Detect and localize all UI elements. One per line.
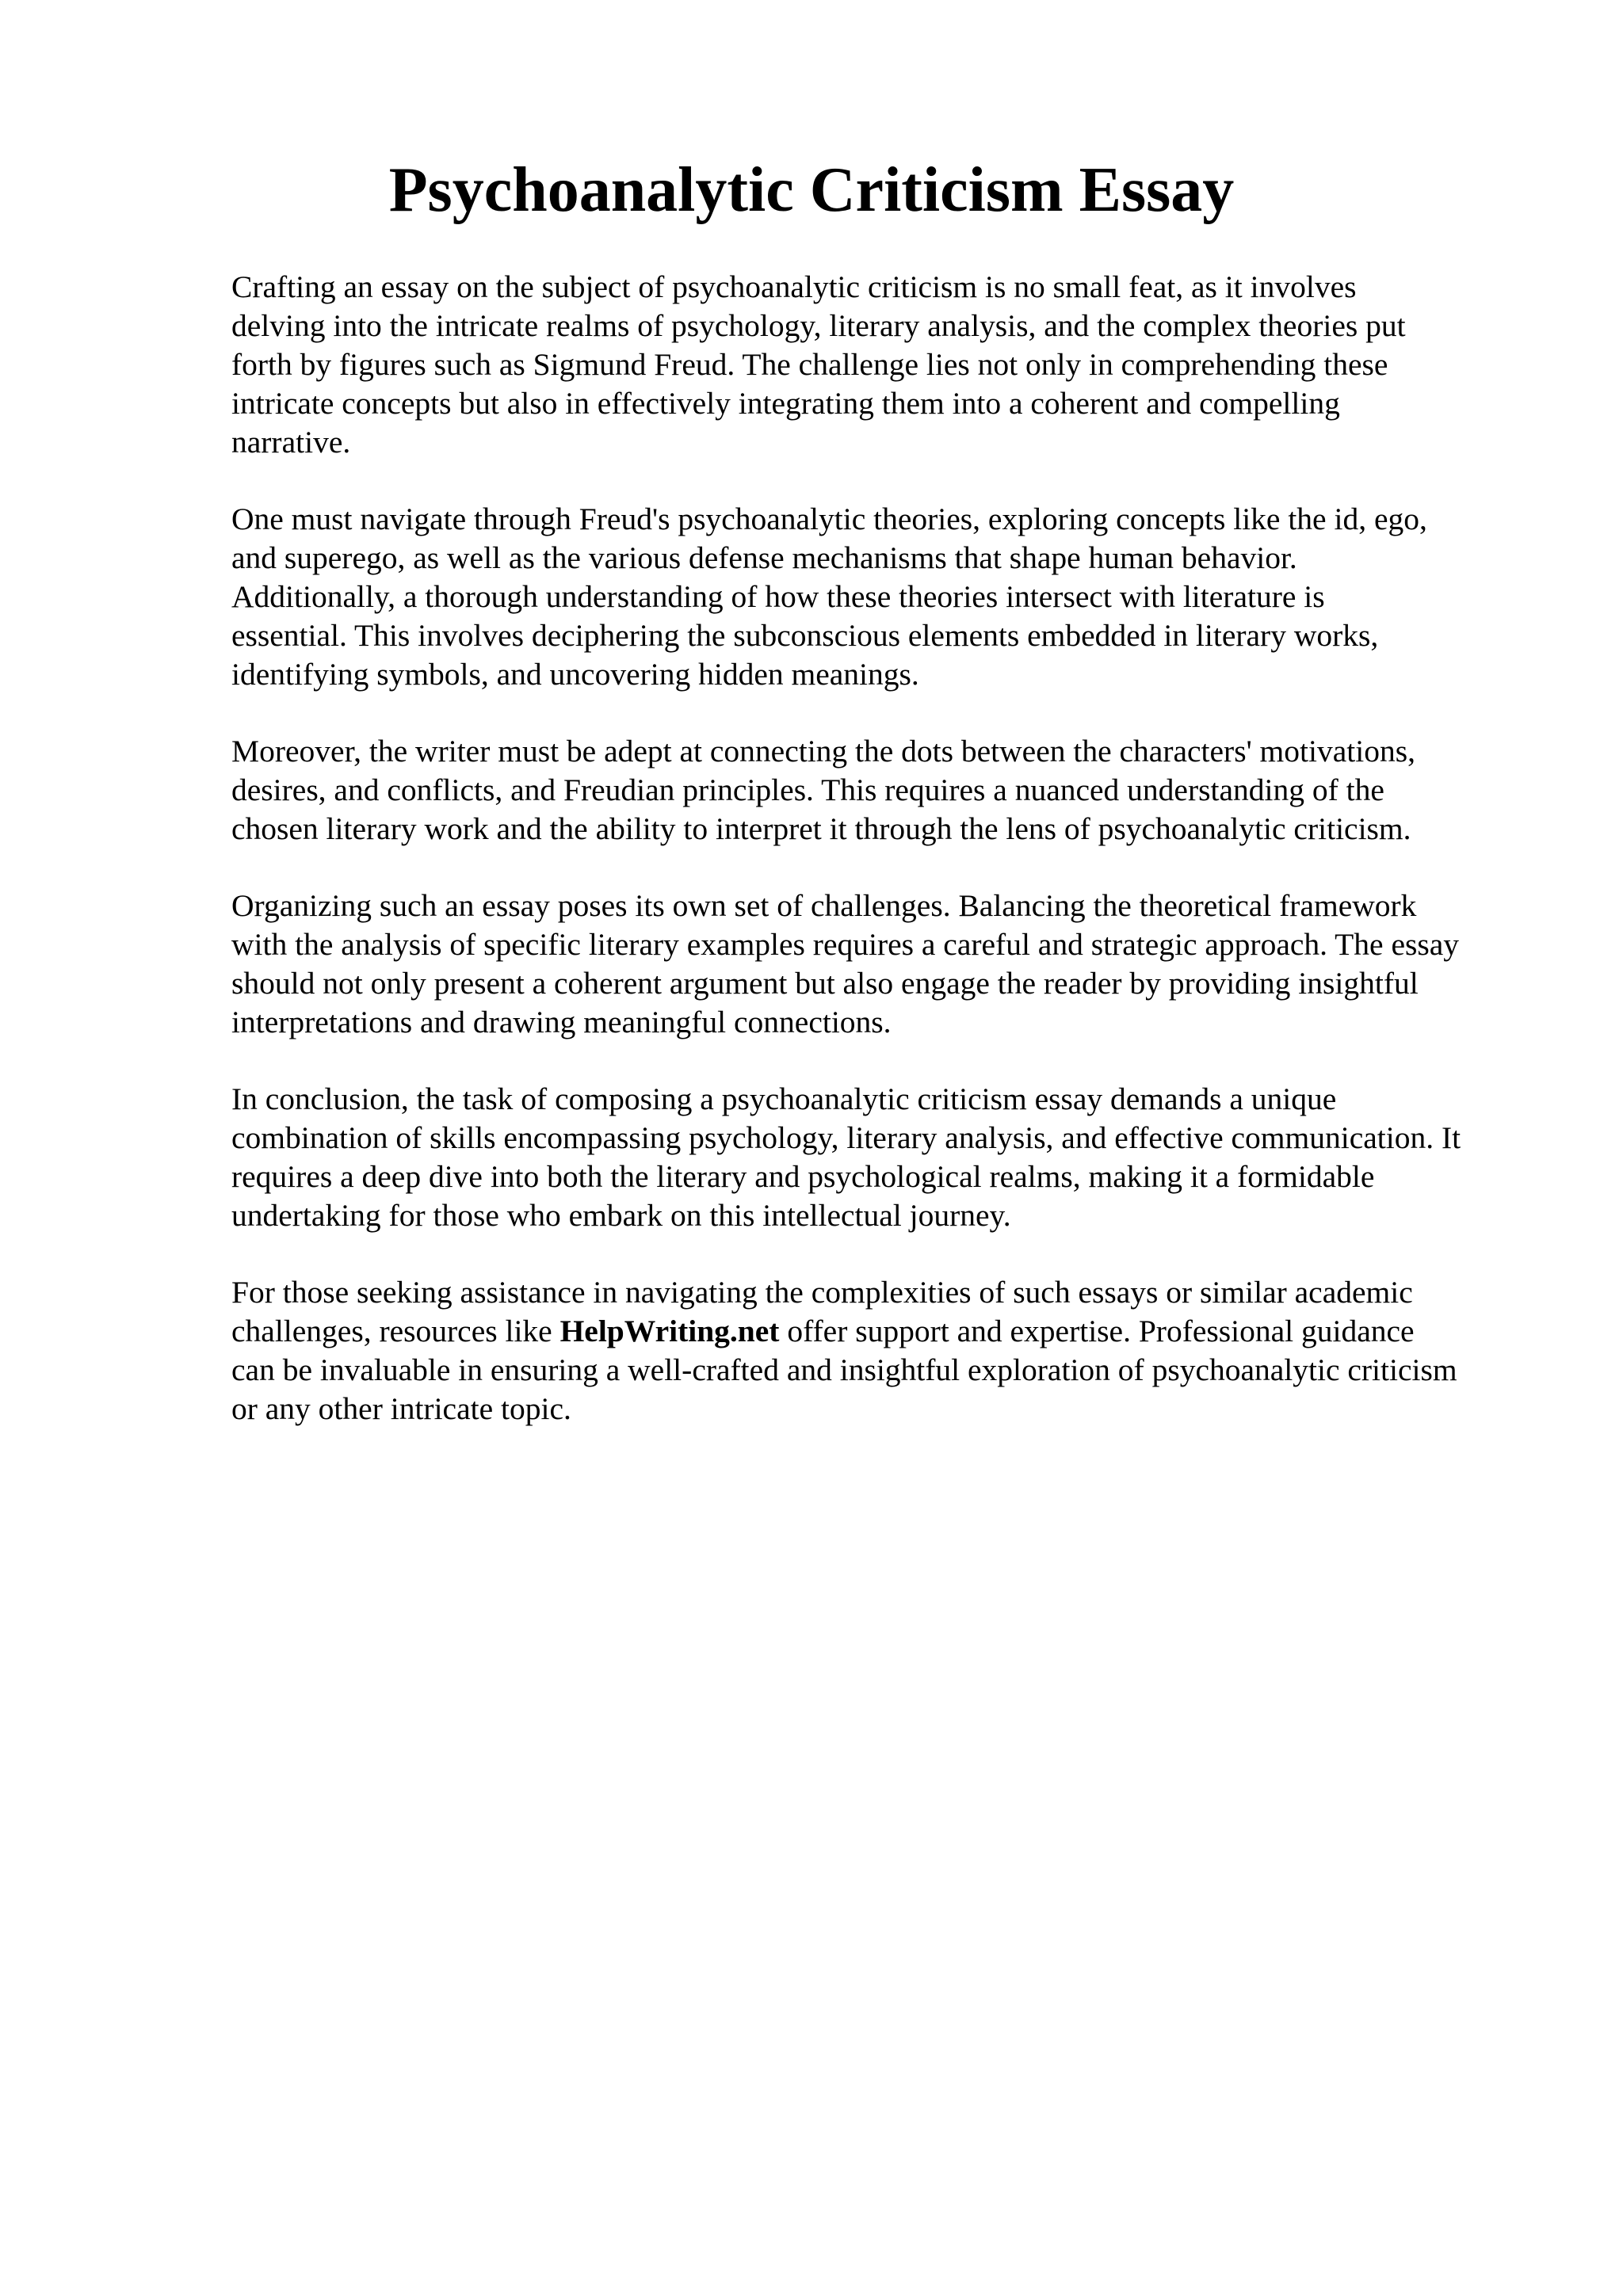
paragraph-line: essential. This involves deciphering the subconscious elements embedded in literary works, <box>231 618 1379 653</box>
paragraph-line: Organizing such an essay poses its own set of challenges. Balancing the theoretical framework <box>231 888 1417 923</box>
paragraph-3 <box>231 732 1531 849</box>
paragraph-line <box>231 1312 1531 1351</box>
paragraph-line: undertaking for those who embark on this intellectual journey. <box>231 1198 1011 1233</box>
paragraph-5 <box>231 1080 1531 1235</box>
paragraph-line: or any other intricate topic. <box>231 1391 571 1426</box>
paragraph-line: should not only present a coherent argument but also engage the reader by providing insightful <box>231 966 1419 1001</box>
paragraph-line: In conclusion, the task of composing a psychoanalytic criticism essay demands a unique <box>231 1081 1337 1116</box>
paragraph-line: identifying symbols, and uncovering hidden meanings. <box>231 657 919 692</box>
paragraph-line: and superego, as well as the various defense mechanisms that shape human behavior. <box>231 540 1297 575</box>
page-title: Psychoanalytic Criticism Essay <box>388 155 1235 225</box>
paragraph-line: chosen literary work and the ability to interpret it through the lens of psychoanalytic criticism. <box>231 811 1411 846</box>
paragraph-line: desires, and conflicts, and Freudian principles. This requires a nuanced understanding of the <box>231 772 1384 807</box>
paragraph-line: Crafting an essay on the subject of psychoanalytic criticism is no small feat, as it involves <box>231 269 1357 304</box>
essay-body <box>231 268 1531 1466</box>
closing-text-before-brand: challenges, resources like <box>231 1314 560 1348</box>
paragraph-line: One must navigate through Freud's psychoanalytic theories, exploring concepts like the id, ego, <box>231 502 1427 536</box>
brand-name: HelpWriting.net <box>559 1314 780 1348</box>
paragraph-line: narrative. <box>231 425 351 460</box>
paragraph-line: Moreover, the writer must be adept at connecting the dots between the characters' motivations, <box>231 734 1415 769</box>
paragraph-2 <box>231 500 1531 694</box>
paragraph-line: Additionally, a thorough understanding of how these theories intersect with literature is <box>231 579 1325 614</box>
paragraph-4 <box>231 887 1531 1042</box>
paragraph-line: combination of skills encompassing psychology, literary analysis, and effective communication. It <box>231 1120 1461 1155</box>
paragraph-line: interpretations and drawing meaningful connections. <box>231 1005 892 1039</box>
paragraph-line: forth by figures such as Sigmund Freud. The challenge lies not only in comprehending these <box>231 347 1388 382</box>
closing-text-after-brand: offer support and expertise. Professional guidance <box>779 1314 1415 1348</box>
paragraph-line: with the analysis of specific literary examples requires a careful and strategic approach. The essay <box>231 927 1460 962</box>
paragraph-closing <box>231 1273 1531 1428</box>
paragraph-1 <box>231 268 1531 462</box>
paragraph-line: requires a deep dive into both the literary and psychological realms, making it a formidable <box>231 1159 1375 1194</box>
paragraph-line: intricate concepts but also in effectively integrating them into a coherent and compelling <box>231 386 1340 421</box>
paragraph-line: can be invaluable in ensuring a well-crafted and insightful exploration of psychoanalytic criticism <box>231 1352 1457 1387</box>
paragraph-line: delving into the intricate realms of psychology, literary analysis, and the complex theories put <box>231 308 1406 343</box>
paragraph-line: For those seeking assistance in navigating the complexities of such essays or similar academic <box>231 1275 1413 1310</box>
